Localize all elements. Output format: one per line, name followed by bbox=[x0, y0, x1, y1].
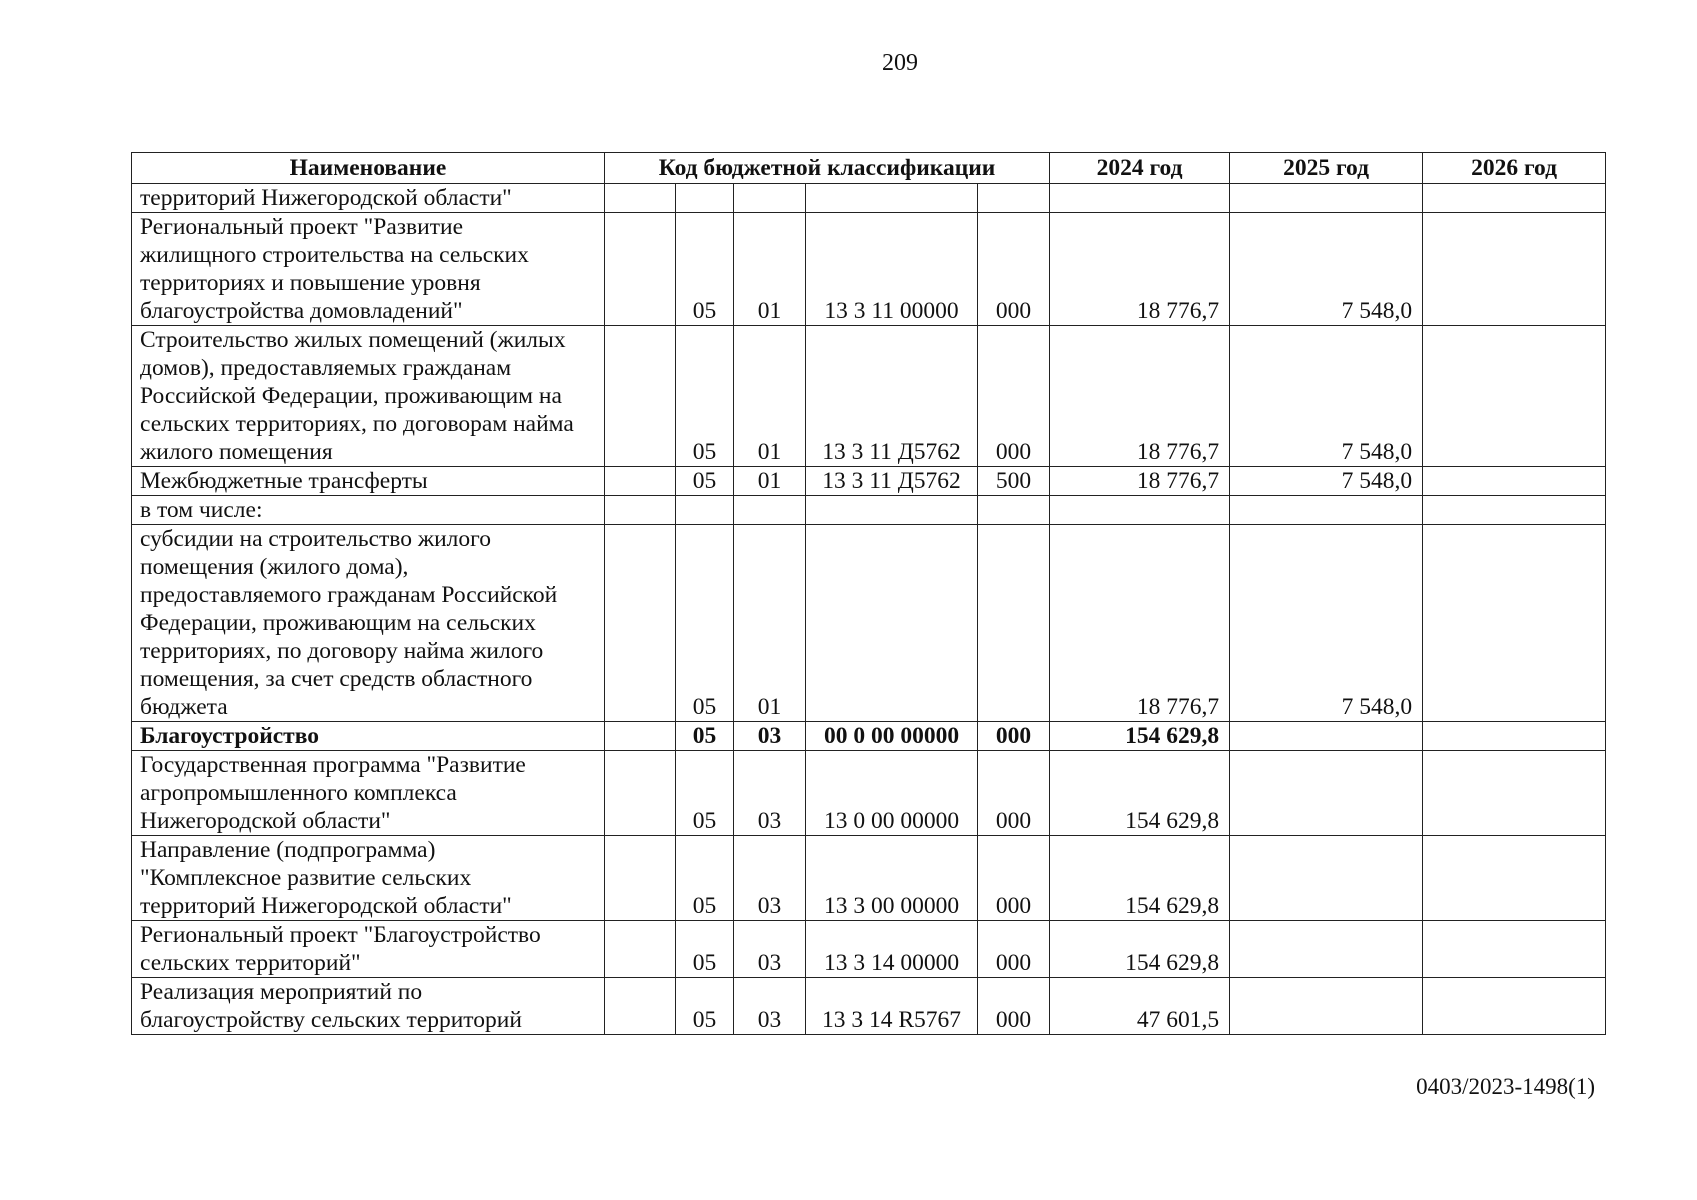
cell-amount-2025: 7 548,0 bbox=[1230, 326, 1423, 467]
cell-amount-2026 bbox=[1423, 525, 1606, 722]
cell-amount-2025 bbox=[1230, 836, 1423, 921]
cell-subsection: 03 bbox=[734, 751, 806, 836]
cell-blank bbox=[605, 751, 676, 836]
cell-name: Направление (подпрограмма) "Комплексное развитие сельских территорий Нижегородской области" bbox=[132, 836, 605, 921]
cell-amount-2024: 47 601,5 bbox=[1050, 978, 1230, 1035]
cell-amount-2024: 18 776,7 bbox=[1050, 213, 1230, 326]
cell-amount-2026 bbox=[1423, 751, 1606, 836]
cell-amount-2024 bbox=[1050, 496, 1230, 525]
cell-amount-2025 bbox=[1230, 978, 1423, 1035]
cell-subsection: 03 bbox=[734, 921, 806, 978]
cell-target-article: 13 3 14 R5767 bbox=[806, 978, 978, 1035]
cell-blank bbox=[605, 326, 676, 467]
cell-amount-2026 bbox=[1423, 921, 1606, 978]
cell-blank bbox=[605, 184, 676, 213]
cell-amount-2025: 7 548,0 bbox=[1230, 467, 1423, 496]
cell-target-article: 00 0 00 00000 bbox=[806, 722, 978, 751]
table-row bbox=[132, 722, 1606, 751]
cell-section: 05 bbox=[676, 751, 734, 836]
cell-section bbox=[676, 496, 734, 525]
table-row bbox=[132, 467, 1606, 496]
cell-subsection: 01 bbox=[734, 525, 806, 722]
cell-amount-2025 bbox=[1230, 496, 1423, 525]
cell-section: 05 bbox=[676, 921, 734, 978]
cell-amount-2024: 154 629,8 bbox=[1050, 722, 1230, 751]
header-name: Наименование bbox=[132, 153, 605, 184]
cell-amount-2024: 18 776,7 bbox=[1050, 525, 1230, 722]
cell-blank bbox=[605, 836, 676, 921]
cell-subsection: 03 bbox=[734, 978, 806, 1035]
cell-expense-type: 500 bbox=[978, 467, 1050, 496]
cell-target-article bbox=[806, 525, 978, 722]
cell-name: Государственная программа "Развитие агропромышленного комплекса Нижегородской области" bbox=[132, 751, 605, 836]
cell-amount-2024: 154 629,8 bbox=[1050, 921, 1230, 978]
cell-expense-type: 000 bbox=[978, 836, 1050, 921]
cell-expense-type: 000 bbox=[978, 213, 1050, 326]
cell-blank bbox=[605, 525, 676, 722]
cell-amount-2026 bbox=[1423, 836, 1606, 921]
cell-amount-2024: 18 776,7 bbox=[1050, 467, 1230, 496]
cell-amount-2026 bbox=[1423, 467, 1606, 496]
table-row bbox=[132, 184, 1606, 213]
table-row bbox=[132, 326, 1606, 467]
cell-name: в том числе: bbox=[132, 496, 605, 525]
cell-expense-type bbox=[978, 184, 1050, 213]
cell-expense-type: 000 bbox=[978, 978, 1050, 1035]
cell-amount-2024: 18 776,7 bbox=[1050, 326, 1230, 467]
table-row bbox=[132, 525, 1606, 722]
cell-target-article: 13 0 00 00000 bbox=[806, 751, 978, 836]
cell-name: Реализация мероприятий по благоустройству сельских территорий bbox=[132, 978, 605, 1035]
header-budget-code: Код бюджетной классификации bbox=[605, 153, 1050, 184]
cell-amount-2024: 154 629,8 bbox=[1050, 836, 1230, 921]
cell-amount-2026 bbox=[1423, 326, 1606, 467]
cell-section: 05 bbox=[676, 326, 734, 467]
cell-amount-2026 bbox=[1423, 213, 1606, 326]
cell-amount-2026 bbox=[1423, 496, 1606, 525]
cell-section: 05 bbox=[676, 213, 734, 326]
cell-amount-2025 bbox=[1230, 751, 1423, 836]
cell-amount-2026 bbox=[1423, 722, 1606, 751]
cell-section: 05 bbox=[676, 467, 734, 496]
cell-target-article: 13 3 11 00000 bbox=[806, 213, 978, 326]
table-row bbox=[132, 751, 1606, 836]
table-row bbox=[132, 496, 1606, 525]
cell-target-article: 13 3 00 00000 bbox=[806, 836, 978, 921]
cell-amount-2024: 154 629,8 bbox=[1050, 751, 1230, 836]
header-year-2026: 2026 год bbox=[1423, 153, 1606, 184]
cell-amount-2025 bbox=[1230, 184, 1423, 213]
header-year-2024: 2024 год bbox=[1050, 153, 1230, 184]
cell-section: 05 bbox=[676, 525, 734, 722]
table-header bbox=[132, 153, 1606, 184]
cell-name: субсидии на строительство жилого помещения (жилого дома), предоставляемого гражданам Российской Федерации, проживающим на сельских территориях, по договору найма жилого помещения, за счет средств областного бюджета bbox=[132, 525, 605, 722]
cell-section: 05 bbox=[676, 722, 734, 751]
cell-amount-2026 bbox=[1423, 978, 1606, 1035]
cell-amount-2025 bbox=[1230, 722, 1423, 751]
cell-amount-2025 bbox=[1230, 921, 1423, 978]
cell-expense-type: 000 bbox=[978, 722, 1050, 751]
cell-blank bbox=[605, 496, 676, 525]
cell-name: Межбюджетные трансферты bbox=[132, 467, 605, 496]
cell-name: Региональный проект "Благоустройство сельских территорий" bbox=[132, 921, 605, 978]
cell-subsection: 01 bbox=[734, 467, 806, 496]
cell-expense-type: 000 bbox=[978, 326, 1050, 467]
cell-target-article bbox=[806, 184, 978, 213]
cell-amount-2024 bbox=[1050, 184, 1230, 213]
page-number: 209 bbox=[882, 50, 918, 76]
cell-subsection: 03 bbox=[734, 836, 806, 921]
cell-amount-2026 bbox=[1423, 184, 1606, 213]
cell-subsection: 01 bbox=[734, 213, 806, 326]
cell-blank bbox=[605, 978, 676, 1035]
cell-blank bbox=[605, 213, 676, 326]
cell-section: 05 bbox=[676, 836, 734, 921]
cell-target-article: 13 3 11 Д5762 bbox=[806, 467, 978, 496]
cell-expense-type bbox=[978, 496, 1050, 525]
cell-name: территорий Нижегородской области" bbox=[132, 184, 605, 213]
table-row bbox=[132, 978, 1606, 1035]
cell-blank bbox=[605, 722, 676, 751]
cell-expense-type: 000 bbox=[978, 921, 1050, 978]
table-body bbox=[132, 184, 1606, 1035]
cell-subsection: 01 bbox=[734, 326, 806, 467]
cell-amount-2025: 7 548,0 bbox=[1230, 213, 1423, 326]
table-row bbox=[132, 921, 1606, 978]
document-code: 0403/2023-1498(1) bbox=[1416, 1074, 1595, 1099]
cell-expense-type bbox=[978, 525, 1050, 722]
cell-target-article bbox=[806, 496, 978, 525]
cell-name: Благоустройство bbox=[132, 722, 605, 751]
table-row bbox=[132, 213, 1606, 326]
cell-section: 05 bbox=[676, 978, 734, 1035]
cell-subsection bbox=[734, 496, 806, 525]
cell-amount-2025: 7 548,0 bbox=[1230, 525, 1423, 722]
cell-name: Региональный проект "Развитие жилищного строительства на сельских территориях и повышение уровня благоустройства домовладений" bbox=[132, 213, 605, 326]
header-year-2025: 2025 год bbox=[1230, 153, 1423, 184]
cell-subsection bbox=[734, 184, 806, 213]
table-row bbox=[132, 836, 1606, 921]
cell-name: Строительство жилых помещений (жилых домов), предоставляемых гражданам Российской Федерации, проживающим на сельских территориях, по договорам найма жилого помещения bbox=[132, 326, 605, 467]
cell-blank bbox=[605, 467, 676, 496]
cell-subsection: 03 bbox=[734, 722, 806, 751]
budget-table bbox=[131, 152, 1606, 1035]
cell-section bbox=[676, 184, 734, 213]
cell-expense-type: 000 bbox=[978, 751, 1050, 836]
cell-target-article: 13 3 11 Д5762 bbox=[806, 326, 978, 467]
cell-blank bbox=[605, 921, 676, 978]
cell-target-article: 13 3 14 00000 bbox=[806, 921, 978, 978]
